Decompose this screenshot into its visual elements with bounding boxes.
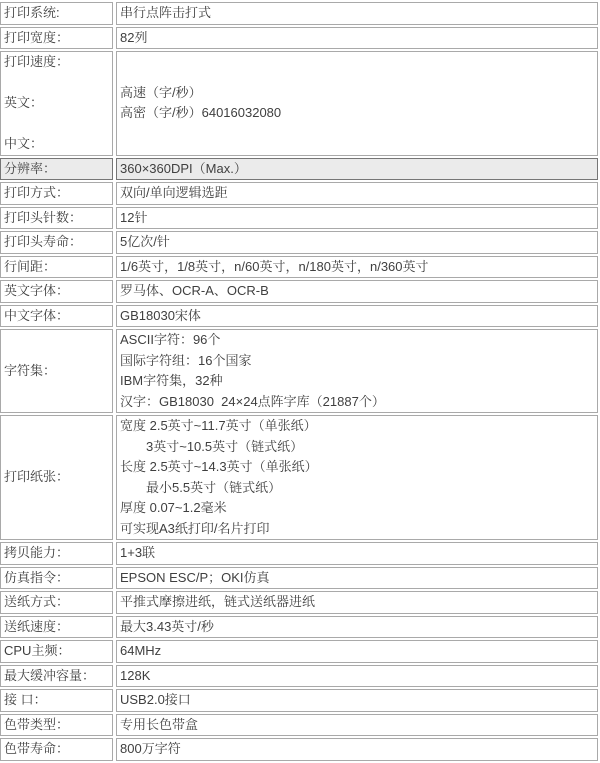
spec-label-line: 最大缓冲容量： <box>4 667 96 683</box>
spec-value-line: 5亿次/针 <box>120 234 170 249</box>
table-row <box>0 27 598 50</box>
spec-value-line: 专用长色带盒 <box>120 716 199 732</box>
spec-value-line: 厚度 0.07~1.2毫米 <box>120 500 227 515</box>
spec-label-cell <box>0 256 113 279</box>
spec-value-cell <box>116 305 598 328</box>
spec-label-cell <box>0 231 113 254</box>
spec-label-line: 英文： <box>4 95 44 110</box>
spec-value-line: 高速（字/秒） <box>120 84 202 100</box>
spec-label-cell <box>0 591 113 614</box>
spec-value-line: 最大3.43英寸/秒 <box>120 618 214 634</box>
spec-value-cell <box>116 640 598 663</box>
spec-value-cell <box>116 542 598 565</box>
spec-value-line: 串行点阵击打式 <box>120 5 212 20</box>
spec-value-line: 高密（字/秒）64016032080 <box>120 105 282 121</box>
table-row <box>0 415 598 540</box>
spec-value-line: 汉字：GB18030 24×24点阵字库（21887个） <box>120 393 385 409</box>
spec-value-line: 可实现A3纸打印/名片打印 <box>120 520 270 536</box>
table-row <box>0 280 598 303</box>
spec-value-line: 3英寸~10.5英寸（链式纸） <box>120 438 304 454</box>
spec-label-cell <box>0 158 113 181</box>
table-row <box>0 158 598 181</box>
spec-label-cell <box>0 714 113 737</box>
spec-label-cell <box>0 305 113 328</box>
table-row <box>0 207 598 230</box>
spec-label-cell <box>0 665 113 688</box>
spec-label-line: 打印宽度： <box>4 29 70 45</box>
spec-label-line: 送纸方式： <box>4 594 70 609</box>
spec-value-line: 平推式摩擦进纸，链式送纸器进纸 <box>120 594 316 609</box>
table-row <box>0 567 598 590</box>
spec-value-cell <box>116 616 598 639</box>
table-row <box>0 738 598 761</box>
spec-value-line: USB2.0接口 <box>120 692 191 707</box>
spec-value-line: 1+3联 <box>120 545 156 560</box>
spec-value-cell <box>116 665 598 688</box>
spec-label-line: 分辨率： <box>4 160 57 176</box>
table-row <box>0 689 598 712</box>
spec-value-line: EPSON ESC/P；OKI仿真 <box>120 569 270 585</box>
spec-label-line: 送纸速度： <box>4 618 70 634</box>
spec-label-line: 打印系统: <box>4 5 60 20</box>
spec-value-line: 82列 <box>120 29 148 45</box>
spec-value-cell <box>116 591 598 614</box>
spec-value-line: ASCII字符：96个 <box>120 332 221 347</box>
table-row <box>0 665 598 688</box>
spec-label-cell <box>0 182 113 205</box>
printer-spec-table <box>0 2 598 761</box>
table-row <box>0 231 598 254</box>
spec-label-cell <box>0 640 113 663</box>
spec-label-cell <box>0 2 113 25</box>
spec-label-line <box>4 114 109 135</box>
spec-value-line: IBM字符集，32种 <box>120 373 223 388</box>
spec-label-line: CPU主频： <box>4 643 71 658</box>
spec-label-line: 打印头寿命： <box>4 234 83 249</box>
table-row <box>0 2 598 25</box>
spec-value-line: GB18030宋体 <box>120 307 201 323</box>
spec-label-cell <box>0 329 113 413</box>
spec-value-cell <box>116 207 598 230</box>
spec-value-cell <box>116 182 598 205</box>
spec-value-cell <box>116 567 598 590</box>
spec-label-line: 拷贝能力： <box>4 545 70 560</box>
spec-value-cell <box>116 2 598 25</box>
spec-value-line: 12针 <box>120 209 148 225</box>
spec-label-cell <box>0 738 113 761</box>
spec-value-line: 1/6英寸，1/8英寸，n/60英寸，n/180英寸，n/360英寸 <box>120 258 429 274</box>
spec-label-line <box>4 73 109 94</box>
spec-label-line: 行间距： <box>4 258 57 274</box>
spec-value-cell <box>116 280 598 303</box>
spec-value-cell <box>116 415 598 540</box>
table-row <box>0 329 598 413</box>
spec-label-line: 打印纸张： <box>4 469 70 485</box>
spec-value-line: 64MHz <box>120 643 162 658</box>
spec-value-line: 128K <box>120 667 151 683</box>
spec-value-cell <box>116 738 598 761</box>
table-row <box>0 305 598 328</box>
spec-value-line: 360×360DPI（Max.） <box>120 160 247 176</box>
spec-label-line: 仿真指令： <box>4 569 70 585</box>
spec-label-cell <box>0 27 113 50</box>
spec-label-line: 字符集： <box>4 362 57 378</box>
spec-value-cell <box>116 231 598 254</box>
spec-label-line: 打印速度： <box>4 54 70 69</box>
spec-label-line: 英文字体： <box>4 283 70 298</box>
spec-label-line: 接 口： <box>4 692 47 707</box>
spec-label-cell <box>0 689 113 712</box>
table-row <box>0 51 598 156</box>
spec-value-line: 双向/单向逻辑选距 <box>120 185 228 200</box>
table-row <box>0 256 598 279</box>
spec-value-line: 800万字符 <box>120 741 181 756</box>
spec-value-cell <box>116 714 598 737</box>
spec-value-cell <box>116 256 598 279</box>
spec-label-line: 色带类型： <box>4 716 70 732</box>
table-row <box>0 591 598 614</box>
spec-value-cell <box>116 158 598 181</box>
table-row <box>0 616 598 639</box>
spec-label-line: 中文字体： <box>4 307 70 323</box>
spec-label-cell <box>0 567 113 590</box>
spec-label-cell <box>0 616 113 639</box>
spec-label-line: 打印方式： <box>4 185 70 200</box>
table-row <box>0 714 598 737</box>
table-row <box>0 640 598 663</box>
spec-label-line: 中文： <box>4 136 44 151</box>
spec-value-cell <box>116 689 598 712</box>
spec-label-cell <box>0 280 113 303</box>
spec-value-cell <box>116 51 598 156</box>
spec-label-line: 打印头针数： <box>4 209 83 225</box>
table-row <box>0 542 598 565</box>
spec-value-line: 罗马体、OCR-A、OCR-B <box>120 283 269 298</box>
spec-label-cell <box>0 207 113 230</box>
spec-value-line: 长度 2.5英寸~14.3英寸（单张纸） <box>120 459 318 474</box>
spec-label-cell <box>0 542 113 565</box>
spec-label-cell <box>0 51 113 156</box>
spec-label-line: 色带寿命： <box>4 741 70 756</box>
spec-value-cell <box>116 27 598 50</box>
table-row <box>0 182 598 205</box>
spec-value-line: 最小5.5英寸（链式纸） <box>120 479 282 495</box>
spec-value-line: 宽度 2.5英寸~11.7英寸（单张纸） <box>120 418 317 433</box>
spec-value-line: 国际字符组：16个国家 <box>120 352 252 368</box>
spec-value-cell <box>116 329 598 413</box>
spec-label-cell <box>0 415 113 540</box>
